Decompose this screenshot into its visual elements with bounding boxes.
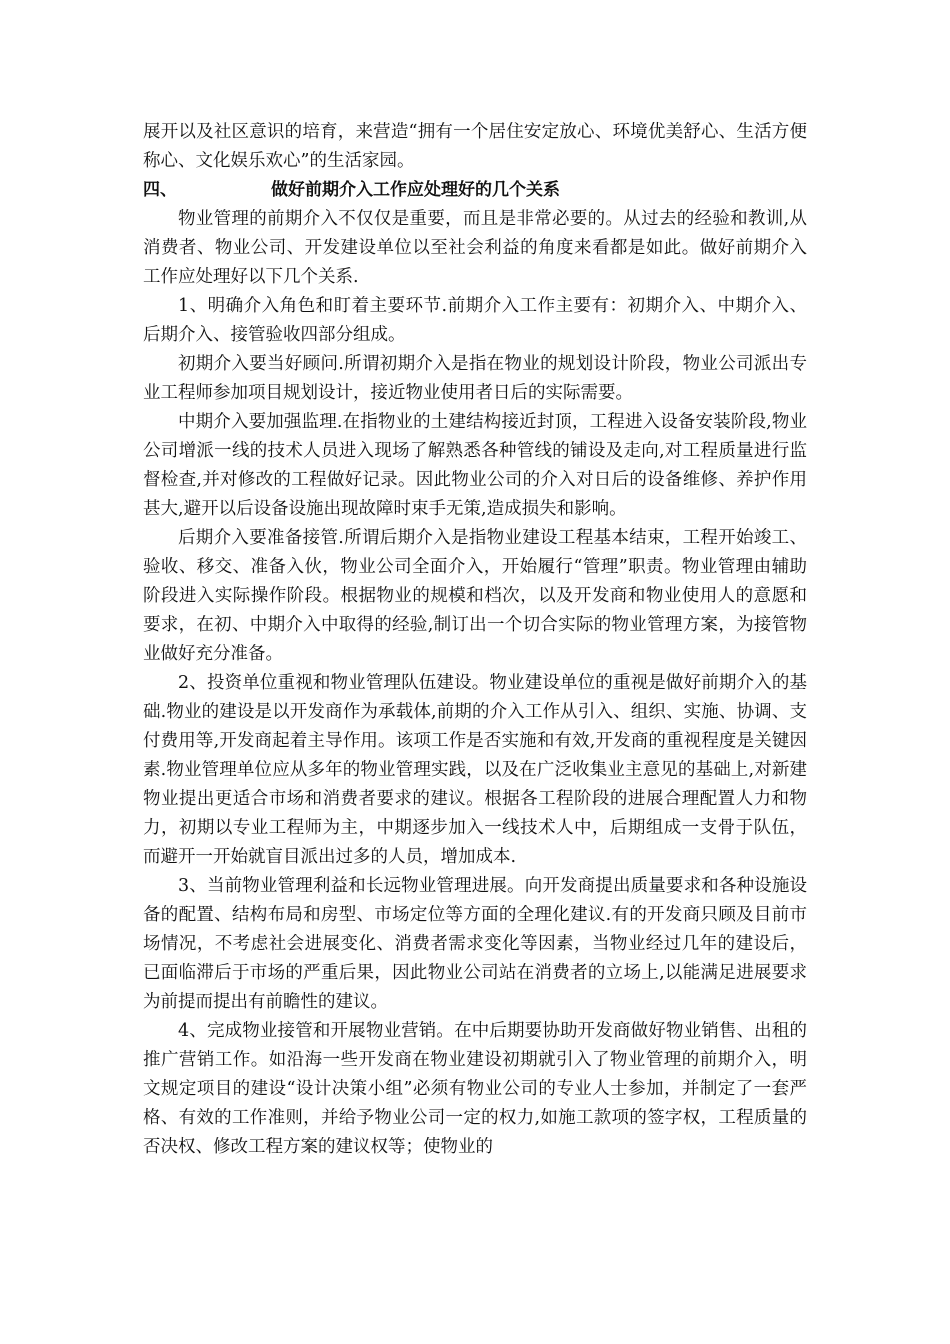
body-paragraph: 1、明确介入角色和盯着主要环节.前期介入工作主要有：初期介入、中期介入、后期介入、接管验收四部分组成。 [143, 296, 807, 345]
body-paragraph: 中期介入要加强监理.在指物业的土建结构接近封顶，工程进入设备安装阶段,物业公司增派一线的技术人员进入现场了解熟悉各种管线的铺设及走向,对工程质量进行监督检查,并对修改的工程做好记录。因此物业公司的介入对日后的设备维修、养护作用甚大,避开以后设备设施出现故障时束手无策,造成损失和影响。 [143, 412, 807, 519]
body-paragraph: 初期介入要当好顾问.所谓初期介入是指在物业的规划设计阶段，物业公司派出专业工程师参加项目规划设计，接近物业使用者日后的实际需要。 [143, 354, 807, 403]
body-paragraph: 4、完成物业接管和开展物业营销。在中后期要协助开发商做好物业销售、出租的推广营销工作。如沿海一些开发商在物业建设初期就引入了物业管理的前期介入，明文规定项目的建设“设计决策小组”必须有物业公司的专业人士参加，并制定了一套严格、有效的工作准则，并给予物业公司一定的权力,如施工款项的签字权，工程质量的否决权、修改工程方案的建议权等；使物业的 [143, 1021, 807, 1157]
body-paragraph: 3、当前物业管理利益和长远物业管理进展。向开发商提出质量要求和各种设施设备的配置、结构布局和房型、市场定位等方面的全理化建议.有的开发商只顾及目前市场情况，不考虑社会进展变化、消费者需求变化等因素，当物业经过几年的建设后，已面临滞后于市场的严重后果，因此物业公司站在消费者的立场上,以能满足进展要求为前提而提出有前瞻性的建议。 [143, 876, 807, 1012]
section-number: 四、 [143, 180, 177, 200]
body-paragraph: 物业管理的前期介入不仅仅是重要，而且是非常必要的。从过去的经验和教训,从消费者、物业公司、开发建设单位以至社会利益的角度来看都是如此。做好前期介入工作应处理好以下几个关系. [143, 209, 807, 287]
section-title: 做好前期介入工作应处理好的几个关系 [271, 180, 560, 200]
document-page [143, 118, 807, 1162]
body-paragraph: 2、投资单位重视和物业管理队伍建设。物业建设单位的重视是做好前期介入的基础.物业的建设是以开发商作为承载体,前期的介入工作从引入、组织、实施、协调、支付费用等,开发商起着主导作用。该项工作是否实施和有效,开发商的重视程度是关键因素.物业管理单位应从多年的物业管理实践，以及在广泛收集业主意见的基础上,对新建物业提出更适合市场和消费者要求的建议。根据各工程阶段的进展合理配置人力和物力，初期以专业工程师为主，中期逐步加入一线技术人中，后期组成一支骨于队伍，而避开一开始就盲目派出过多的人员，增加成本. [143, 673, 807, 867]
intro-continuation-paragraph: 展开以及社区意识的培育，来营造“拥有一个居住安定放心、环境优美舒心、生活方便称心、文化娱乐欢心”的生活家园。 [143, 122, 807, 171]
body-paragraph: 后期介入要准备接管.所谓后期介入是指物业建设工程基本结束，工程开始竣工、验收、移交、准备入伙，物业公司全面介入，开始履行“管理”职责。物业管理由辅助阶段进入实际操作阶段。根据物业的规模和档次，以及开发商和物业使用人的意愿和要求，在初、中期介入中取得的经验,制订出一个切合实际的物业管理方案，为接管物业做好充分准备。 [143, 528, 807, 664]
section-heading [143, 176, 807, 205]
